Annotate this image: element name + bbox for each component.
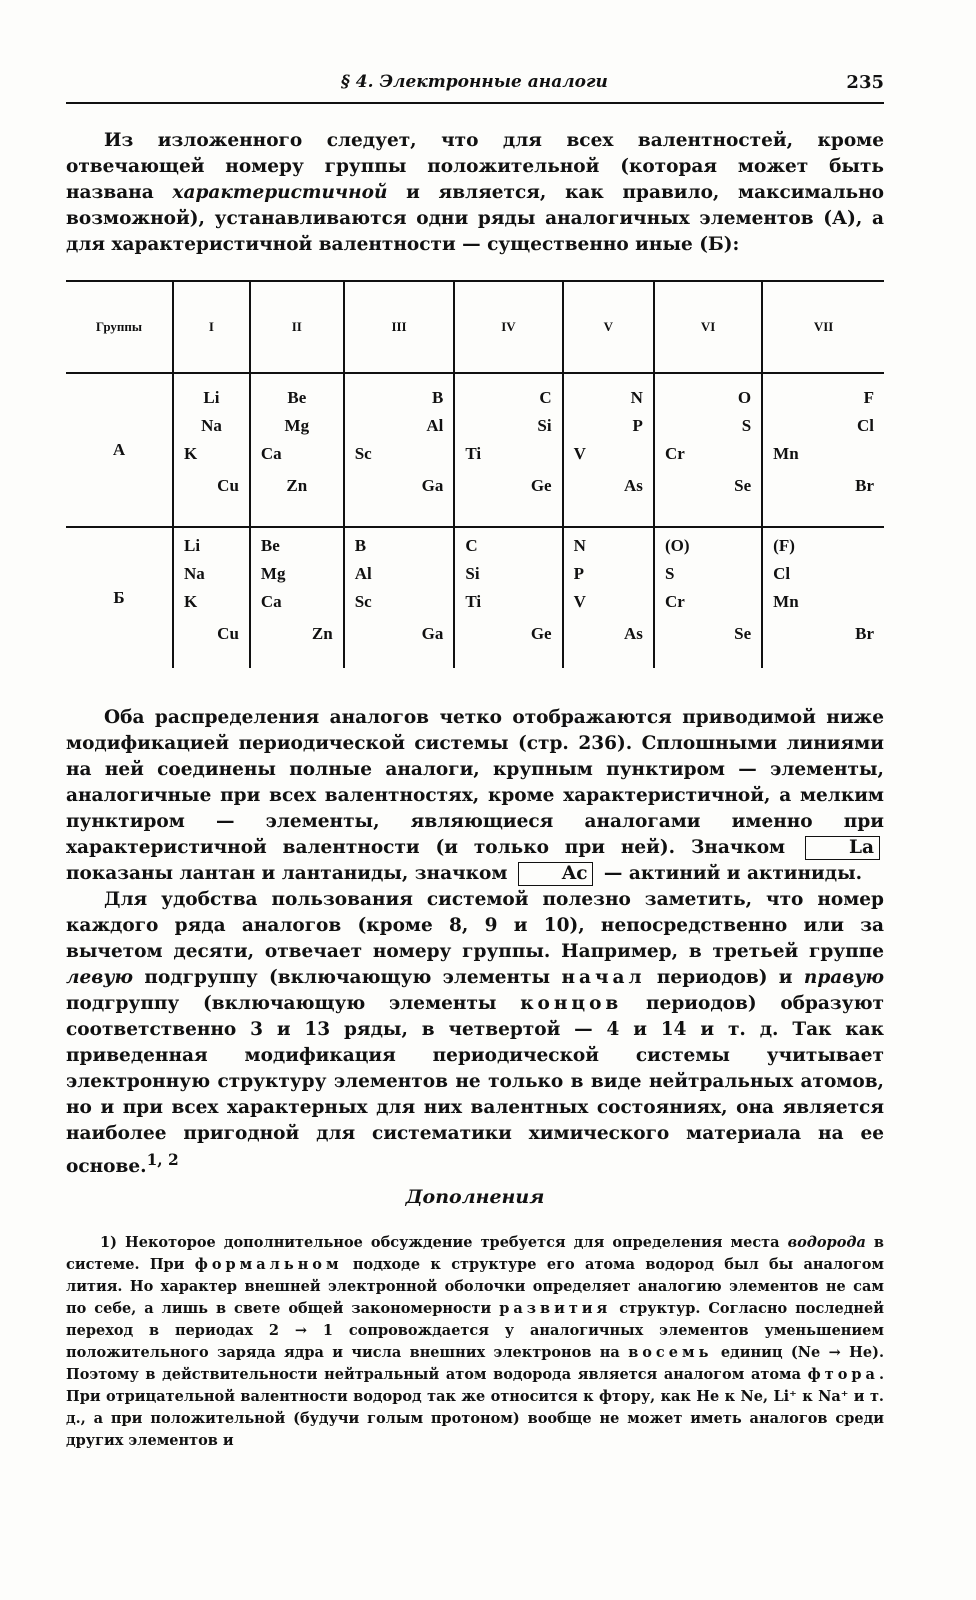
group-header: IV <box>454 281 562 373</box>
group-cell <box>454 373 562 527</box>
element-symbol: Zn <box>311 624 333 643</box>
analog-groups-table <box>66 280 884 668</box>
element-symbol: C <box>465 536 478 555</box>
emphasis-run: левую <box>66 967 134 988</box>
element-symbol: Ti <box>465 444 482 463</box>
spaced-run: развития <box>499 1300 612 1317</box>
element-symbol: B <box>432 388 444 407</box>
group-cell <box>762 527 884 668</box>
text-run: подходе к структуре его атома водород был бы аналогом лития. Но характер внешней электронной оболочки определяет аналогию элементов не сам по себе, а лишь в свете общей закономерности <box>66 1256 884 1317</box>
element-symbol: O <box>737 388 752 407</box>
group-header: V <box>563 281 654 373</box>
boxed-symbol: La <box>805 836 880 860</box>
table-row <box>66 373 884 527</box>
element-symbol: Na <box>184 564 205 583</box>
element-symbol: Cl <box>857 416 874 435</box>
spaced-run: восемь <box>628 1344 713 1361</box>
running-header <box>66 72 884 104</box>
element-symbol: Br <box>855 624 874 643</box>
running-title: § 4. Электронные аналоги <box>341 72 608 92</box>
text-run: Из изложенного следует, что для всех валентностей, кроме отвечающей номеру группы положительной (которая может быть названа <box>66 130 884 203</box>
element-symbol: N <box>630 388 643 407</box>
group-cell <box>173 373 250 527</box>
group-cell <box>654 373 762 527</box>
element-symbol: K <box>184 592 198 611</box>
element-symbol: Si <box>537 416 552 435</box>
element-symbol: Ge <box>530 624 552 643</box>
group-header: II <box>250 281 344 373</box>
element-symbol: Ti <box>465 592 482 611</box>
element-symbol: S <box>664 564 675 583</box>
element-symbol: Ca <box>260 444 282 463</box>
element-symbol: Na <box>201 416 222 435</box>
element-symbol: P <box>573 564 584 583</box>
element-symbol: F <box>863 388 874 407</box>
element-symbol: Ca <box>260 592 282 611</box>
element-symbol: Cr <box>664 444 685 463</box>
element-symbol: S <box>741 416 752 435</box>
element-symbol: As <box>624 624 643 643</box>
page-number: 235 <box>846 72 884 93</box>
section-title: Дополнения <box>405 1186 545 1208</box>
group-cell <box>563 373 654 527</box>
table-header-row <box>66 281 884 373</box>
element-symbol: Cu <box>217 476 239 495</box>
element-symbol: Be <box>260 536 280 555</box>
element-symbol: Cr <box>664 592 685 611</box>
element-symbol: Cu <box>217 624 239 643</box>
spaced-run: концов <box>520 993 623 1014</box>
element-symbol: As <box>624 476 643 495</box>
emphasis-run: характеристичной <box>172 182 388 203</box>
text-run: в системе. При <box>66 1234 885 1273</box>
row-label: Б <box>113 588 125 607</box>
element-symbol: B <box>354 536 367 555</box>
text-run: периодов) и <box>645 967 804 988</box>
element-symbol: (O) <box>664 536 690 555</box>
element-symbol: Be <box>287 388 307 407</box>
spaced-run: начал <box>561 967 646 988</box>
text-run: подгруппу (включающую элементы <box>133 967 562 988</box>
text-run: — актиний и актиниды. <box>597 863 863 884</box>
element-symbol: Ga <box>421 624 444 643</box>
group-cell <box>173 527 250 668</box>
group-cell <box>762 373 884 527</box>
text-run: Оба распределения аналогов четко отображаются приводимой ниже модификацией периодической системы (стр. 236). Сплошными линиями на ней соединены полные аналоги, крупным пунктиром — элементы, аналогичные при всех валентностях, кроме характеристичной, а мелким пунктиром — элементы, являющиеся аналогами именно при характеристичной валентности (и только при ней). Значком <box>66 707 884 858</box>
notes <box>66 1232 884 1452</box>
text-run: 1) Некоторое дополнительное обсуждение требуется для определения места <box>100 1234 788 1251</box>
element-symbol: K <box>184 444 198 463</box>
group-cell <box>654 527 762 668</box>
element-symbol: (F) <box>773 536 795 555</box>
element-symbol: Br <box>855 476 874 495</box>
body-paragraph <box>66 705 884 887</box>
text-run: единиц (Ne → He). Поэтому в действительности нейтральный атом водорода является аналогом атома <box>66 1344 884 1383</box>
boxed-symbol: Ac <box>518 862 594 886</box>
element-symbol: Al <box>354 564 372 583</box>
element-symbol: V <box>573 444 586 463</box>
element-symbol: Sc <box>354 592 372 611</box>
element-symbol: Ge <box>530 476 552 495</box>
group-cell <box>563 527 654 668</box>
element-symbol: Mn <box>773 592 799 611</box>
element-symbol: Zn <box>286 476 308 495</box>
group-header: III <box>344 281 455 373</box>
table-row <box>66 527 884 668</box>
emphasis-run: водорода <box>787 1234 866 1251</box>
table-corner-label: Группы <box>95 319 143 334</box>
element-symbol: P <box>632 416 643 435</box>
footnote-ref: 1, 2 <box>146 1151 179 1169</box>
spaced-run: фтора <box>807 1366 879 1383</box>
group-header: VI <box>654 281 762 373</box>
text-run: подгруппу (включающую элементы <box>66 993 521 1014</box>
group-cell <box>250 373 344 527</box>
element-symbol: Cl <box>773 564 791 583</box>
body-paragraph <box>66 887 884 1180</box>
group-header: I <box>173 281 250 373</box>
text-run: . При отрицательной валентности водород так же относится к фтору, как He к Ne, Li⁺ к Na⁺ и т. д., а при положительной (будучи голым протоном) вообще не может иметь аналогов среди других элементов и <box>66 1366 884 1449</box>
text-run: Для удобства пользования системой полезно заметить, что номер каждого ряда аналогов (кроме 8, 9 и 10), непосредственно или за вычетом десяти, отвечает номеру группы. Например, в третьей группе <box>66 889 884 962</box>
group-cell <box>250 527 344 668</box>
element-symbol: Al <box>426 416 444 435</box>
element-symbol: C <box>539 388 552 407</box>
group-cell <box>454 527 562 668</box>
element-symbol: Ga <box>421 476 444 495</box>
row-label: А <box>112 440 126 459</box>
text-run: показаны лантан и лантаниды, значком <box>66 863 514 884</box>
element-symbol: Li <box>184 536 201 555</box>
text-run: структур. Согласно последней переход в периодах 2 → 1 сопровождается у аналогичных элементов уменьшением положительного заряда ядра и числа внешних электронов на <box>66 1300 885 1361</box>
note-1 <box>66 1232 884 1452</box>
body-text <box>66 705 884 1180</box>
element-symbol: Mg <box>284 416 310 435</box>
text-run: и является, как правило, максимально возможной), устанавливаются одни ряды аналогичных элементов (А), а для характеристичной валентности — существенно иные (Б): <box>66 182 884 255</box>
element-symbol: Mn <box>773 444 799 463</box>
element-symbol: Sc <box>354 444 372 463</box>
group-cell <box>344 527 455 668</box>
intro-text <box>66 128 884 258</box>
element-symbol: N <box>573 536 586 555</box>
text-run: периодов) образуют соответственно 3 и 13 ряды, в четвертой — 4 и 14 и т. д. Так как приведенная модификация периодической системы учитывает электронную структуру элементов не только в виде нейтральных атомов, но и при всех характерных для них валентных состояниях, она является наиболее пригодной для систематики химического материала на ее основе. <box>66 993 884 1178</box>
group-cell <box>344 373 455 527</box>
element-symbol: Mg <box>260 564 286 583</box>
element-symbol: Si <box>465 564 480 583</box>
spaced-run: формальном <box>194 1256 343 1273</box>
table-body <box>66 373 884 668</box>
emphasis-run: правую <box>803 967 884 988</box>
element-symbol: Se <box>734 476 752 495</box>
element-symbol: Li <box>203 388 220 407</box>
element-symbol: V <box>573 592 586 611</box>
intro-paragraph <box>66 128 884 258</box>
element-symbol: Se <box>734 624 752 643</box>
group-header: VII <box>762 281 884 373</box>
